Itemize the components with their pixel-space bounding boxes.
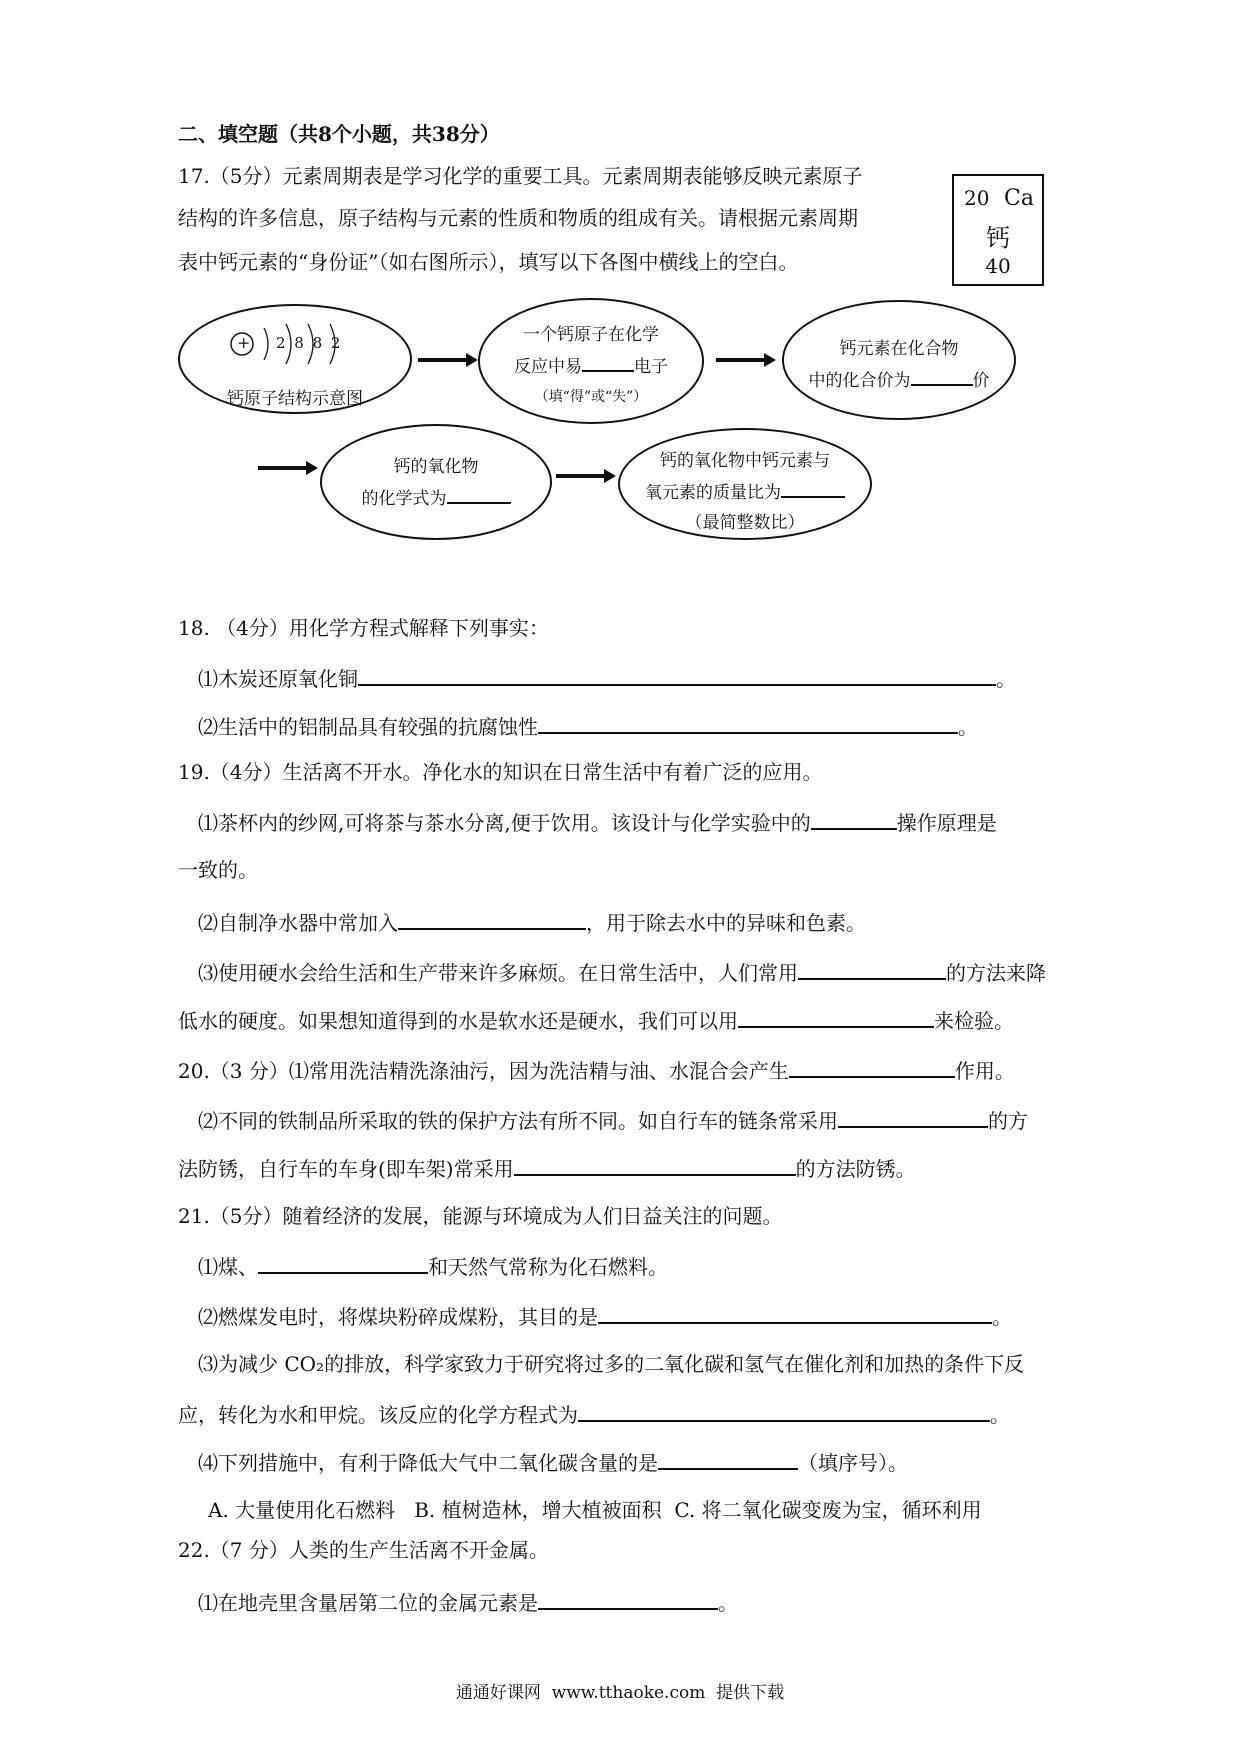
q21-p4-blank[interactable] — [658, 1446, 798, 1470]
q22-p1-end: 。 — [718, 1591, 738, 1615]
q19-part3 — [198, 956, 1046, 987]
q22-p1-text: ⑴在地壳里含量居第二位的金属元素是 — [198, 1591, 538, 1615]
q18-part2 — [198, 710, 978, 741]
q20-part1 — [178, 1054, 1015, 1085]
q22-p1-blank[interactable] — [538, 1586, 718, 1610]
q18-p2-blank[interactable] — [538, 710, 958, 734]
q21-p2-end: 。 — [992, 1305, 1012, 1329]
box5-text: 氧元素的质量比为 — [645, 483, 781, 503]
arrow-2 — [716, 350, 778, 370]
q21-options: A. 大量使用化石燃料 B. 植树造林，增大植被面积 C. 将二氧化碳变废为宝，循环利用 — [208, 1498, 982, 1522]
q19-p2-blank[interactable] — [398, 906, 586, 930]
q19-p3-blank2[interactable] — [738, 1004, 934, 1028]
q21-p2-text: ⑵燃煤发电时，将煤块粉碎成煤粉，其目的是 — [198, 1305, 598, 1329]
q20-p1-text-b: 作用。 — [954, 1059, 1015, 1083]
box2-hint: （填“得”或“失”） — [534, 389, 648, 405]
q19-part1-cont: 一致的。 — [178, 858, 258, 882]
q20-p2-text-c: 法防锈，自行车的车身(即车架)常采用 — [178, 1157, 514, 1181]
q19-part1 — [198, 806, 997, 837]
q19-p3-text-b: 的方法来降 — [946, 961, 1046, 985]
box2-text-b: 电子 — [634, 357, 668, 377]
q21-p1-text: ⑴煤、 — [198, 1255, 258, 1279]
box4-line1: 钙的氧化物 — [393, 457, 479, 477]
box3-text-b: 价 — [972, 371, 990, 391]
section-title: 二、填空题（共8个小题，共38分） — [178, 122, 500, 146]
q20-p2-text-d: 的方法防锈。 — [795, 1157, 916, 1181]
box5-hint: （最简整数比） — [685, 513, 805, 533]
oxide-formula-ellipse — [320, 424, 552, 540]
q19-part3-cont — [178, 1004, 1014, 1035]
q21-p2-blank[interactable] — [598, 1300, 992, 1324]
q18-p1-end: 。 — [996, 667, 1016, 691]
q19-title: 19.（4分）生活离不开水。净化水的知识在日常生活中有着广泛的应用。 — [178, 760, 823, 784]
q21-p3-end: 。 — [990, 1403, 1010, 1427]
q19-p1-text: ⑴茶杯内的纱网,可将茶与茶水分离,便于饮用。该设计与化学实验中的 — [198, 811, 811, 835]
q20-p2-blank1[interactable] — [838, 1104, 988, 1128]
page-footer: 通通好课网 www.tthaoke.com 提供下载 — [455, 1683, 785, 1703]
q21-part1 — [198, 1250, 668, 1281]
periodic-element-cell — [952, 174, 1044, 286]
box2-text-a: 反应中易 — [514, 357, 582, 377]
q19-p3-text-c: 低水的硬度。如果想知道得到的水是软水还是硬水，我们可以用 — [178, 1009, 738, 1033]
electron-blank[interactable] — [582, 354, 634, 372]
box2-line2 — [478, 352, 704, 377]
element-symbol: Ca — [1004, 186, 1034, 211]
box3-line1: 钙元素在化合物 — [839, 339, 959, 359]
element-name: 钙 — [986, 224, 1010, 252]
q21-part3: ⑶为减少 CO₂的排放，科学家致力于研究将过多的二氧化碳和氢气在催化剂和加热的条件下反 — [198, 1352, 1025, 1376]
q20-p1-text: 20.（3 分）⑴常用洗洁精洗涤油污，因为洗洁精与油、水混合会产生 — [178, 1059, 789, 1083]
arrow-4 — [556, 466, 618, 486]
q18-p2-end: 。 — [958, 715, 978, 739]
q17-line3: 表中钙元素的“身份证”（如右图所示），填写以下各图中横线上的空白。 — [178, 250, 799, 274]
arrow-3 — [258, 458, 320, 478]
valence-blank[interactable] — [911, 368, 973, 386]
arrow-1 — [418, 350, 480, 370]
q20-part2-cont — [178, 1152, 916, 1183]
q21-p3-text-b: 应，转化为水和甲烷。该反应的化学方程式为 — [178, 1403, 578, 1427]
q19-p3-text-d: 来检验。 — [934, 1009, 1014, 1033]
oxide-formula-blank[interactable] — [447, 486, 511, 504]
q19-part2 — [198, 906, 866, 937]
q19-p3-blank1[interactable] — [798, 956, 946, 980]
q22-title: 22.（7 分）人类的生产生活离不开金属。 — [178, 1538, 549, 1562]
q19-p3-text: ⑶使用硬水会给生活和生产带来许多麻烦。在日常生活中，人们常用 — [198, 961, 798, 985]
atomic-mass: 40 — [985, 254, 1011, 278]
box5-line2 — [618, 478, 872, 503]
box3-text-a: 中的化合价为 — [808, 371, 911, 391]
q21-part3-cont — [178, 1398, 1010, 1429]
q19-p1-blank[interactable] — [811, 806, 897, 830]
box2-line1: 一个钙原子在化学 — [523, 325, 659, 345]
q21-p4-text: ⑷下列措施中，有利于降低大气中二氧化碳含量的是 — [198, 1451, 658, 1475]
q21-title: 21.（5分）随着经济的发展，能源与环境成为人们日益关注的问题。 — [178, 1204, 783, 1228]
q20-p1-blank[interactable] — [789, 1054, 955, 1078]
q18-title: 18. （4分）用化学方程式解释下列事实： — [178, 616, 549, 640]
q21-p1-blank[interactable] — [258, 1250, 428, 1274]
atomic-number: 20 — [964, 186, 990, 210]
q21-part2 — [198, 1300, 1012, 1331]
box4-text: 的化学式为 — [361, 489, 447, 509]
q20-p2-text: ⑵不同的铁制品所采取的铁的保护方法有所不同。如自行车的链条常采用 — [198, 1109, 838, 1133]
q22-part1 — [198, 1586, 738, 1617]
nucleus-sign: + — [237, 333, 251, 352]
q18-part1 — [198, 662, 1016, 693]
q21-p4-text-b: （填序号）。 — [798, 1451, 908, 1475]
q20-p2-text-b: 的方 — [988, 1109, 1028, 1133]
valence-ellipse — [782, 300, 1016, 420]
q19-p2-text: ⑵自制净水器中常加入 — [198, 911, 398, 935]
q20-part2 — [198, 1104, 1028, 1135]
box3-line2 — [782, 366, 1016, 391]
q18-p2-text: ⑵生活中的铝制品具有较强的抗腐蚀性 — [198, 715, 538, 739]
box5-line1: 钙的氧化物中钙元素与 — [660, 451, 830, 471]
mass-ratio-blank[interactable] — [781, 480, 845, 498]
q17-line2: 结构的许多信息，原子结构与元素的性质和物质的组成有关。请根据元素周期 — [178, 206, 858, 230]
q17-line1: 17.（5分）元素周期表是学习化学的重要工具。元素周期表能够反映元素原子 — [178, 164, 863, 188]
q21-p1-text-b: 和天然气常称为化石燃料。 — [428, 1255, 668, 1279]
q21-p3-blank[interactable] — [578, 1398, 990, 1422]
q19-p1-text-b: 操作原理是 — [896, 811, 997, 835]
atom-caption: 钙原子结构示意图 — [227, 389, 363, 409]
q19-p2-text-b: ，用于除去水中的异味和色素。 — [586, 911, 866, 935]
q18-p1-text: ⑴木炭还原氧化铜 — [198, 667, 358, 691]
q21-part4 — [198, 1446, 908, 1477]
electron-shells: 2 8 8 2 — [276, 334, 343, 352]
box4-line2 — [320, 484, 552, 509]
q20-p2-blank2[interactable] — [514, 1152, 796, 1176]
q18-p1-blank[interactable] — [358, 662, 996, 686]
